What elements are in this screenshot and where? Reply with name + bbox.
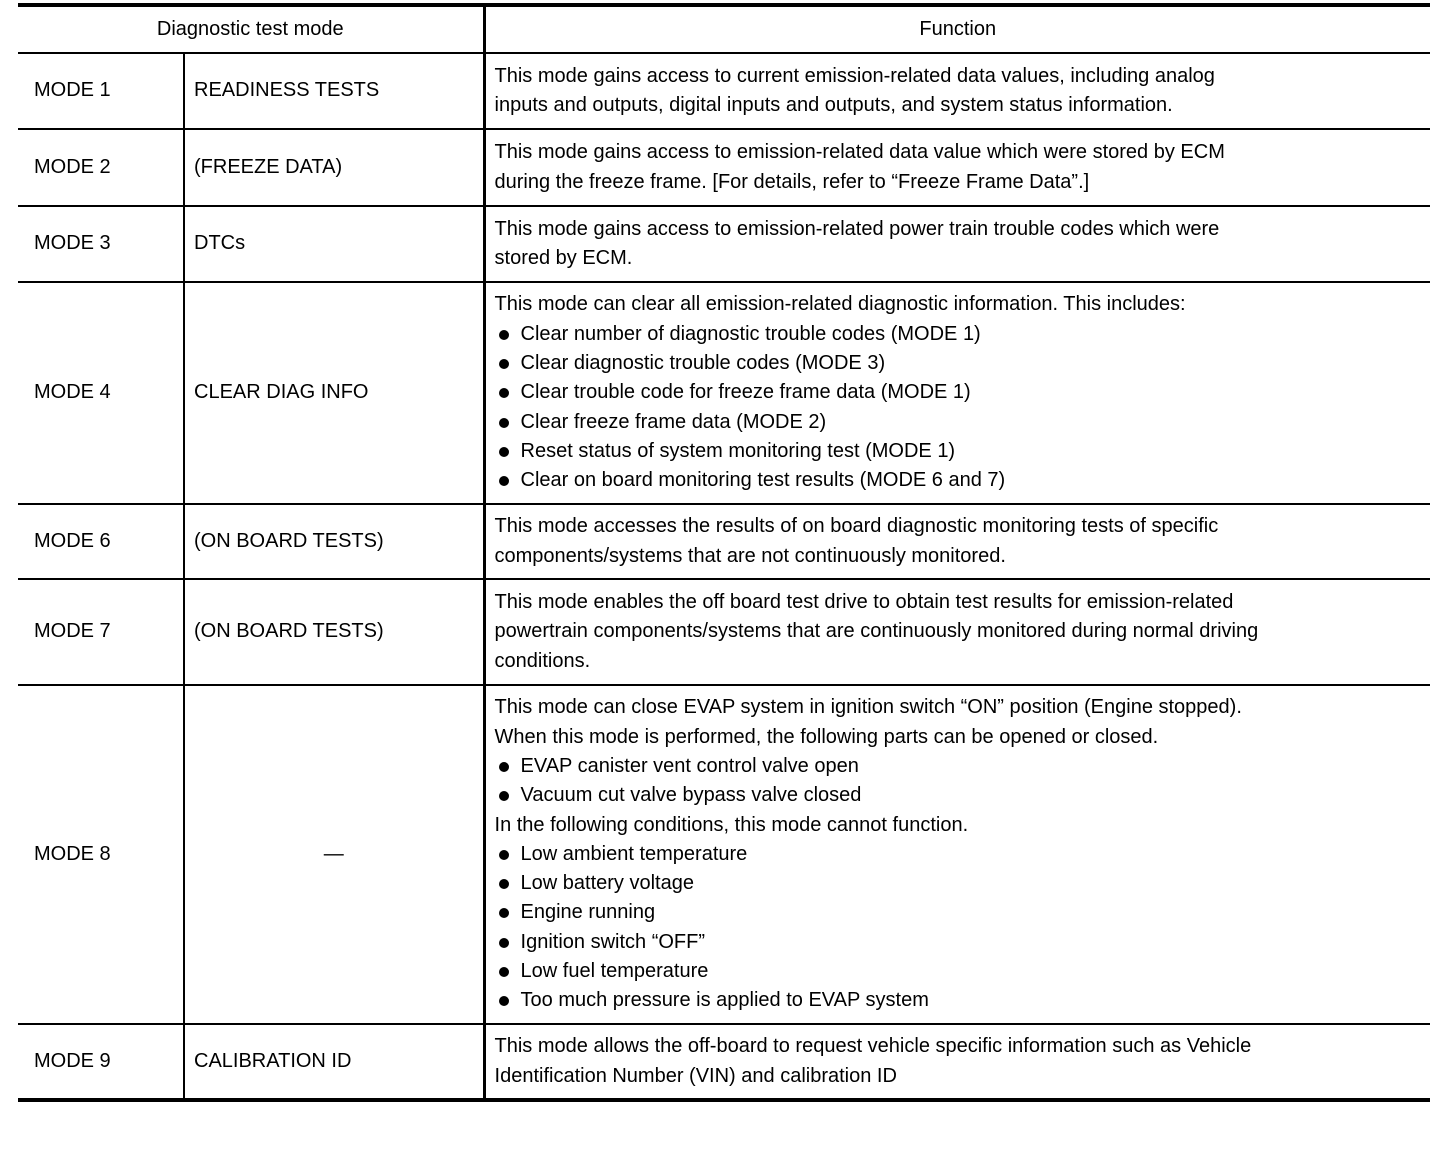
mode-function — [484, 282, 1430, 504]
header-diagnostic-test-mode: Diagnostic test mode — [18, 5, 484, 53]
mode-name: DTCs — [184, 206, 484, 282]
function-text-line: stored by ECM. — [494, 247, 633, 269]
mode-number: MODE 1 — [18, 53, 184, 129]
bullet-item: Clear diagnostic trouble codes (MODE 3) — [495, 349, 1422, 378]
header-function: Function — [919, 17, 997, 40]
mode-number: MODE 2 — [18, 129, 184, 206]
bullet-item: EVAP canister vent control valve open — [495, 752, 1422, 781]
mode-number: MODE 4 — [18, 282, 184, 504]
mode-number: MODE 8 — [18, 685, 184, 1024]
diagnostic-mode-table — [18, 3, 1430, 1102]
function-text-line: This mode gains access to emission-related data value which were stored by ECM — [494, 141, 1225, 164]
mode-name: CLEAR DIAG INFO — [184, 282, 484, 504]
bullet-item: Low battery voltage — [495, 869, 1422, 898]
bullet-item: Clear on board monitoring test results (MODE 6 and 7) — [495, 466, 1422, 495]
mode-function — [484, 685, 1430, 1024]
function-text-line: This mode accesses the results of on board diagnostic monitoring tests of specific — [494, 515, 1219, 538]
function-text-line: In the following conditions, this mode cannot function. — [494, 813, 969, 836]
mode-function — [484, 1024, 1430, 1100]
bullet-item: Vacuum cut valve bypass valve closed — [495, 781, 1422, 810]
table-row — [18, 685, 1430, 1024]
mode-function — [484, 53, 1430, 129]
function-text-line: This mode can clear all emission-related diagnostic information. This includes: — [494, 293, 1186, 316]
table-row — [18, 129, 1430, 206]
function-text-line: components/systems that are not continuously monitored. — [494, 544, 1006, 567]
mode-number: MODE 7 — [18, 579, 184, 685]
function-text-line: conditions. — [494, 649, 591, 672]
mode-name: (FREEZE DATA) — [184, 129, 484, 206]
mode-number: MODE 3 — [18, 206, 184, 282]
mode-function — [484, 579, 1430, 685]
mode-name: CALIBRATION ID — [184, 1024, 484, 1100]
table-row — [18, 1024, 1430, 1100]
function-text-line: powertrain components/systems that are continuously monitored during normal driving — [494, 620, 1259, 643]
mode-function — [484, 129, 1430, 206]
bullet-item: Low ambient temperature — [495, 840, 1422, 869]
bullet-item: Low fuel temperature — [495, 957, 1422, 986]
function-text-line: This mode allows the off-board to request vehicle specific information such as Vehicle — [494, 1035, 1252, 1058]
bullet-item: Reset status of system monitoring test (MODE 1) — [495, 437, 1422, 466]
mode-function — [484, 206, 1430, 282]
table-row — [18, 53, 1430, 129]
mode-number: MODE 6 — [18, 504, 184, 579]
function-text-line: This mode can close EVAP system in ignition switch “ON” position (Engine stopped). — [494, 696, 1242, 719]
table-row — [18, 282, 1430, 504]
function-text-line: When this mode is performed, the following parts can be opened or closed. — [494, 725, 1159, 748]
table-row — [18, 579, 1430, 685]
table-row — [18, 504, 1430, 579]
function-text-line: Identification Number (VIN) and calibration ID — [494, 1064, 897, 1087]
mode-name: READINESS TESTS — [184, 53, 484, 129]
mode-name: (ON BOARD TESTS) — [184, 504, 484, 579]
function-text-line: This mode enables the off board test drive to obtain test results for emission-related — [494, 591, 1234, 614]
bullet-item: Clear number of diagnostic trouble codes (MODE 1) — [495, 320, 1422, 349]
bullet-item: Clear trouble code for freeze frame data (MODE 1) — [495, 378, 1422, 407]
mode-name: (ON BOARD TESTS) — [184, 579, 484, 685]
bullet-item: Clear freeze frame data (MODE 2) — [495, 408, 1422, 437]
mode-name: — — [184, 685, 484, 1024]
function-text-line: This mode gains access to current emission-related data values, including analog — [494, 64, 1215, 87]
function-text-line: inputs and outputs, digital inputs and outputs, and system status information. — [494, 94, 1173, 116]
table-row — [18, 206, 1430, 282]
bullet-item: Engine running — [495, 898, 1422, 927]
mode-function — [484, 504, 1430, 579]
bullet-item: Ignition switch “OFF” — [495, 928, 1422, 957]
function-text-line: This mode gains access to emission-related power train trouble codes which were — [494, 217, 1220, 240]
function-text-line: during the freeze frame. [For details, refer to “Freeze Frame Data”.] — [494, 170, 1090, 193]
bullet-item: Too much pressure is applied to EVAP system — [495, 986, 1422, 1015]
mode-number: MODE 9 — [18, 1024, 184, 1100]
table-header-row — [18, 5, 1430, 53]
